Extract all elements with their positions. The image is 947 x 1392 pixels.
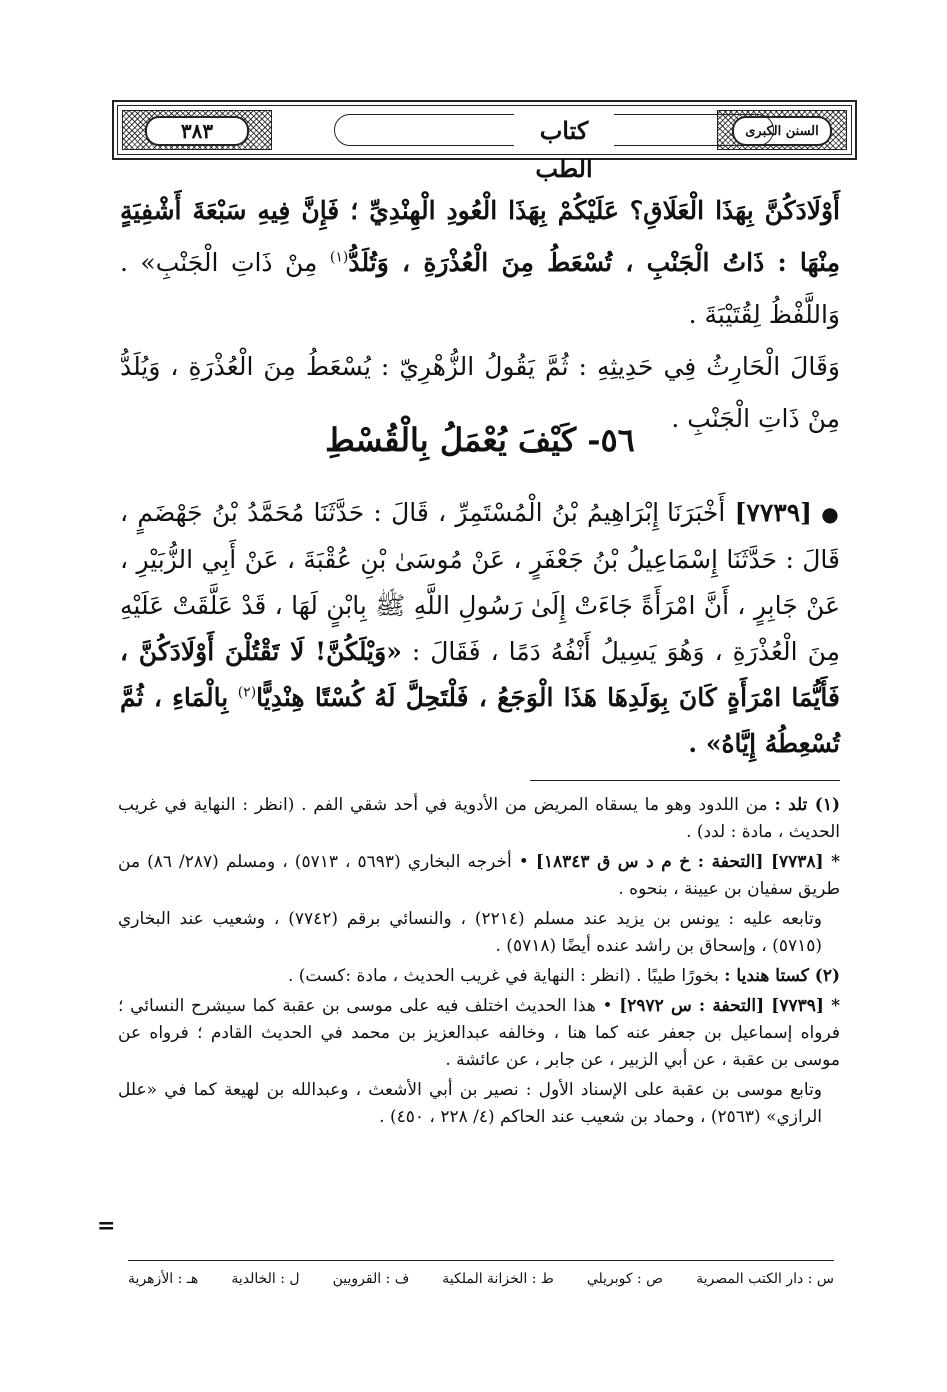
footnote-2-text: بخورًا طيبًا . (انظر : النهاية في غريب الحديث ، مادة :كست) . bbox=[287, 966, 719, 986]
footnote-1-text: من اللدود وهو ما يسقاه المريض من الأدوية في أحد شقي الفم . (انظر : النهاية في غريب الحديث ، مادة : لدد) . bbox=[118, 795, 840, 842]
paragraph-2: وَقَالَ الْحَارِثُ فِي حَدِيثِهِ : ثُمَّ يَقُولُ الزُّهْرِيّ : يُسْعَطُ مِنَ الْعُذْرَةِ ، وَيُلَدُّ مِنْ ذَاتِ الْجَنْبِ . bbox=[120, 352, 840, 433]
legend-item: ل : الخالدية bbox=[231, 1271, 300, 1287]
continuation-mark: = bbox=[97, 1213, 116, 1239]
hadith-block bbox=[120, 490, 840, 767]
footnote-1-label: (١) تلد : bbox=[774, 795, 840, 815]
paragraph-1 bbox=[120, 185, 840, 341]
header-ornament-right bbox=[717, 110, 847, 150]
footnote-separator bbox=[530, 780, 840, 781]
takhrij-7738 bbox=[118, 849, 840, 903]
bullet-icon: ● bbox=[821, 502, 841, 526]
page-number: ٣٨٣ bbox=[145, 116, 249, 146]
hadith-quote-end: بِالْمَاءِ ، ثُمَّ تُسْعِطُهُ إِيَّاهُ» . bbox=[120, 683, 840, 758]
hadith-chain: أَخْبَرَنَا إِبْرَاهِيمُ بْنُ الْمُسْتَمِرِّ ، قَالَ : حَدَّثَنَا مُحَمَّدُ بْنُ جَهْضَمٍ ، قَالَ : حَدَّثَنَا إِسْمَاعِيلُ بْنُ جَعْفَرٍ ، عَنْ مُوسَىٰ بْنِ عُقْبَةَ ، عَنْ أَبِي الزُّبَيْرِ ، عَنْ جَابِرٍ ، أَنَّ امْرَأَةً جَاءَتْ إِلَىٰ رَسُولِ اللَّهِ ﷺ بِابْنٍ لَهَا ، قَدْ عَلَّقَتْ عَلَيْهِ مِنَ الْعُذْرَةِ ، وَهُوَ يَسِيلُ أَنْفُهُ دَمًا ، فَقَالَ : bbox=[120, 498, 840, 666]
footnote-2-label: (٢) كستا هنديا : bbox=[724, 966, 840, 986]
takhrij-7738-followup: وتابعه عليه : يونس بن يزيد عند مسلم (٢٢١٤) ، والنسائي برقم (٧٧٤٢) ، وشعيب عند البخاري (٥٧١٥) ، وإسحاق بن راشد عنده أيضًا (٥٧١٨) . bbox=[118, 909, 822, 956]
chapter-heading: ٥٦- كَيْفَ يُعْمَلُ بِالْقُسْطِ bbox=[325, 421, 635, 459]
takhrij-7738-label: * [٧٧٣٨] [التحفة : خ م د س ق ١٨٣٤٣] bbox=[535, 852, 841, 872]
footnote-1 bbox=[118, 792, 840, 846]
legend-item: ص : كوبريلي bbox=[586, 1271, 664, 1287]
footnote-ref-1: (١) bbox=[329, 249, 349, 266]
book-title: كتاب الطب bbox=[514, 112, 614, 150]
footnotes bbox=[118, 792, 840, 1134]
takhrij-7739-text: • هذا الحديث اختلف فيه على موسى بن عقبة كما سيشرح النسائي ؛ فرواه إسماعيل بن جعفر عنه كما هنا ، وخالفه عبدالعزيز بن محمد في الحديث القادم ؛ فرواه عن موسى بن عقبة ، عن أبي الزبير ، عن جابر ، عن عائشة . bbox=[118, 996, 840, 1070]
legend-item: هـ : الأزهرية bbox=[128, 1271, 199, 1287]
main-text bbox=[120, 185, 840, 445]
takhrij-7738-text: • أخرجه البخاري (٥٦٩٣ ، ٥٧١٣) ، ومسلم (٢٨٧/ ٨٦) من طريق سفيان بن عيينة ، بنحوه . bbox=[118, 852, 840, 899]
takhrij-7739-label: * [٧٧٣٩] [التحفة : س ٢٩٧٢] bbox=[619, 996, 841, 1016]
footnote-2 bbox=[118, 963, 840, 990]
page-header bbox=[112, 100, 857, 183]
quote-continuation: مِنْ ذَاتِ الْجَنْبِ» . وَاللَّفْظُ لِقُتَيْبَةَ . bbox=[120, 248, 840, 329]
takhrij-7739-followup: وتابع موسى بن عقبة على الإسناد الأول : نصير بن أبي الأشعث ، وعبدالله بن لهيعة كما في «علل الرازي» (٢٥٦٣) ، وحماد بن شعيب عند الحاكم (٤/ ٢٢٨ ، ٤٥٠) . bbox=[118, 1080, 822, 1127]
series-logo: السنن الكبرى bbox=[732, 116, 832, 146]
footnote-ref-2: (٢) bbox=[237, 684, 257, 701]
quote-text: أَوْلَادَكُنَّ بِهَذَا الْعَلَاقِ؟ عَلَيْكُمْ بِهَذَا الْعُودِ الْهِنْدِيِّ ؛ فَإِنَّ فِيهِ سَبْعَةَ أَشْفِيَةٍ مِنْهَا : ذَاتُ الْجَنْبِ ، تُسْعَطُ مِنَ الْعُذْرَةِ ، وَتُلَدُّ bbox=[120, 196, 840, 277]
header-ornament-left bbox=[122, 110, 272, 150]
takhrij-7739 bbox=[118, 993, 840, 1074]
legend-item: ط : الخزانة الملكية bbox=[442, 1271, 554, 1287]
legend-item: س : دار الكتب المصرية bbox=[696, 1271, 834, 1287]
hadith-quote: «وَيْلَكُنَّ! لَا تَقْتُلْنَ أَوْلَادَكُنَّ ، فَأَيُّمَا امْرَأَةٍ كَانَ بِوَلَدِهَا هَذَا الْوَجَعُ ، فَلْتَحِلَّ لَهُ كُسْتًا هِنْدِيًّا bbox=[120, 637, 840, 712]
manuscript-legend bbox=[128, 1268, 834, 1290]
legend-item: ف : القرويين bbox=[332, 1271, 410, 1287]
hadith-number: [٧٧٣٩] bbox=[734, 498, 812, 527]
footer-separator bbox=[128, 1260, 834, 1261]
